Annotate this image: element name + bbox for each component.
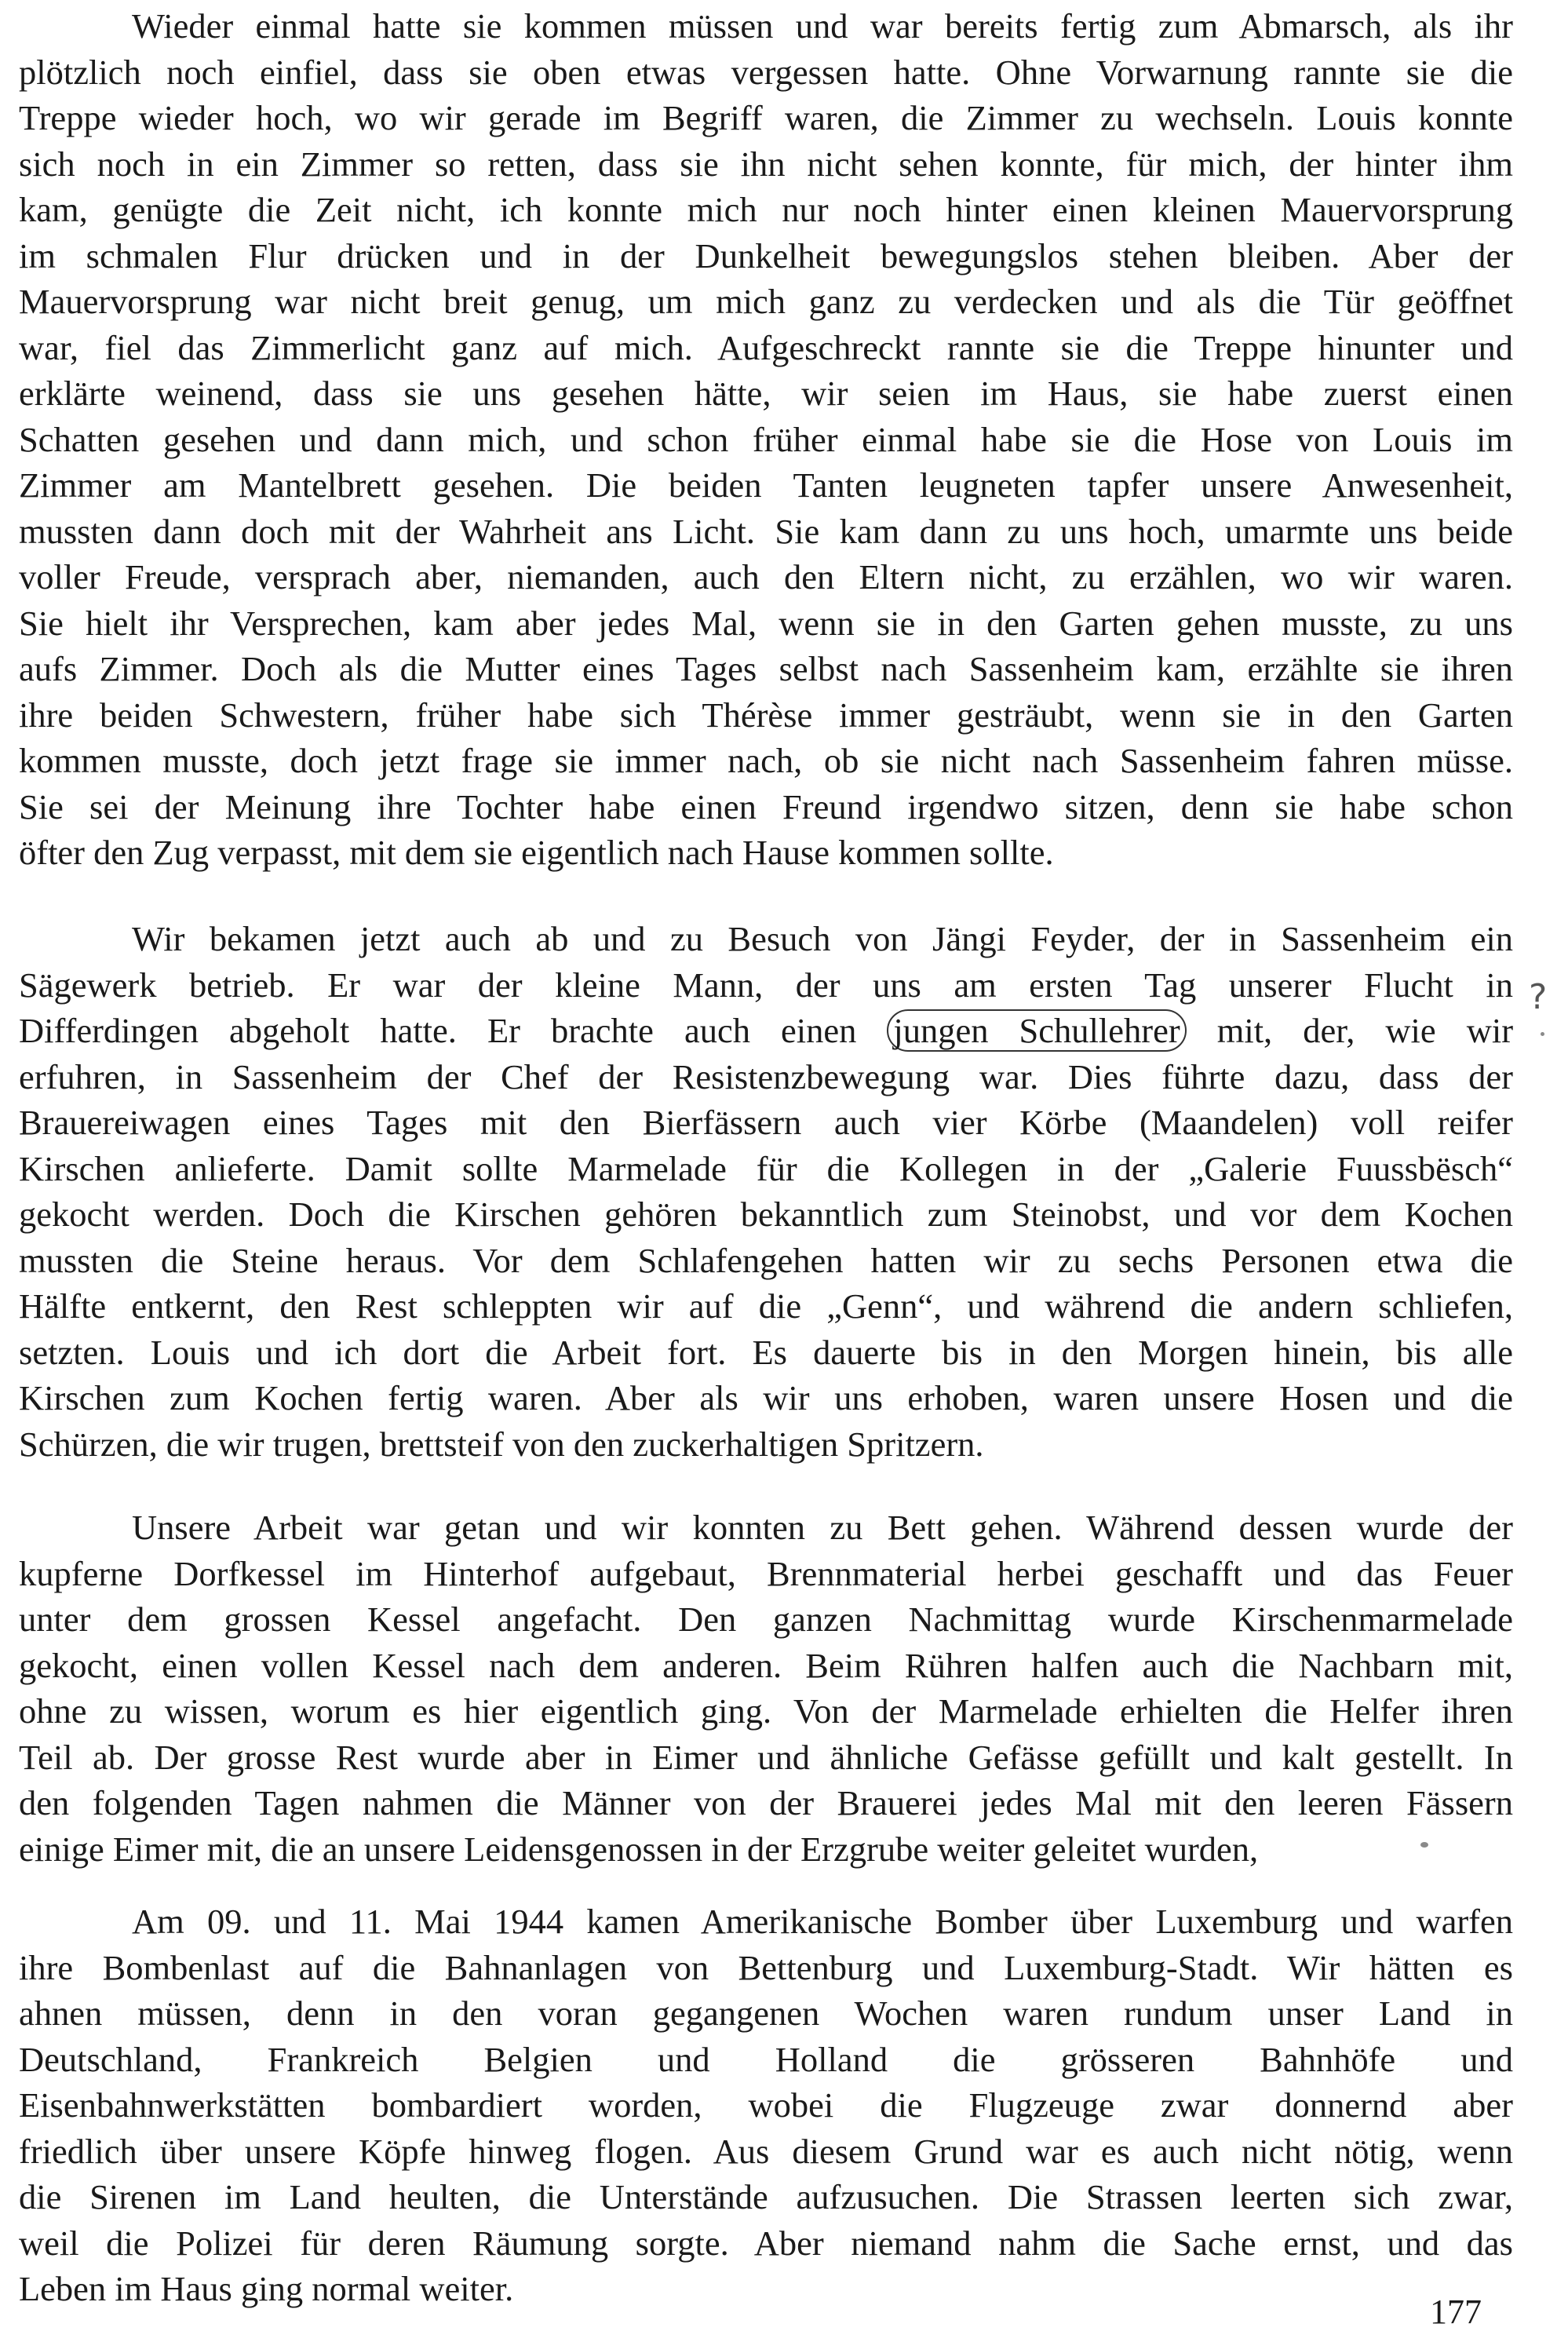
text-line: voller Freude, versprach aber, niemanden, auch den Eltern nicht, zu erzählen, wo wir waren.: [19, 557, 1513, 596]
text-line: Schatten gesehen und dann mich, und schon früher einmal habe sie die Hose von Louis im: [19, 419, 1513, 459]
handwritten-margin-mark: ?: [1529, 977, 1548, 1017]
text-line: weil die Polizei für deren Räumung sorgte. Aber niemand nahm die Sache ernst, und das: [19, 2223, 1513, 2263]
text-line: gekocht werden. Doch die Kirschen gehören bekanntlich zum Steinobst, und vor dem Kochen: [19, 1195, 1513, 1234]
scan-speck: [1420, 1842, 1428, 1848]
text-line: Zimmer am Mantelbrett gesehen. Die beiden Tanten leugneten tapfer unsere Anwesenheit,: [19, 465, 1513, 505]
text-line: war, fiel das Zimmerlicht ganz auf mich. Aufgeschreckt rannte sie die Treppe hinunter und: [19, 327, 1513, 367]
text-line: den folgenden Tagen nahmen die Männer von der Brauerei jedes Mal mit den leeren Fässern: [19, 1783, 1513, 1822]
text-line: aufs Zimmer. Doch als die Mutter eines Tages selbst nach Sassenheim kam, erzählte sie ihren: [19, 649, 1513, 688]
text-line: mussten dann doch mit der Wahrheit ans Licht. Sie kam dann zu uns hoch, umarmte uns beide: [19, 511, 1513, 551]
text-line: Wieder einmal hatte sie kommen müssen und war bereits fertig zum Abmarsch, als ihr: [132, 6, 1513, 46]
text-line: sich noch in ein Zimmer so retten, dass sie ihn nicht sehen konnte, für mich, der hinter ihm: [19, 144, 1513, 184]
text-line: gekocht, einen vollen Kessel nach dem anderen. Beim Rühren halfen auch die Nachbarn mit,: [19, 1645, 1513, 1685]
text-line: erfuhren, in Sassenheim der Chef der Resistenzbewegung war. Dies führte dazu, dass der: [19, 1056, 1513, 1096]
text-line: Sie sei der Meinung ihre Tochter habe einen Freund irgendwo sitzen, denn sie habe schon: [19, 786, 1513, 826]
text-line: im schmalen Flur drücken und in der Dunkelheit bewegungslos stehen bleiben. Aber der: [19, 235, 1513, 275]
text-line: Am 09. und 11. Mai 1944 kamen Amerikanische Bomber über Luxemburg und warfen: [132, 1902, 1513, 1941]
text-line: kam, genügte die Zeit nicht, ich konnte mich nur noch hinter einen kleinen Mauervorsprung: [19, 190, 1513, 229]
text-line: mussten die Steine heraus. Vor dem Schlafengehen hatten wir zu sechs Personen etwa die: [19, 1240, 1513, 1280]
text-line: setzten. Louis und ich dort die Arbeit fort. Es dauerte bis in den Morgen hinein, bis alle: [19, 1332, 1513, 1372]
text-line: ihre beiden Schwestern, früher habe sich Thérèse immer gesträubt, wenn sie in den Garten: [19, 695, 1513, 735]
text-line: friedlich über unsere Köpfe hinweg flogen. Aus diesem Grund war es auch nicht nötig, wenn: [19, 2131, 1513, 2171]
text-line: Treppe wieder hoch, wo wir gerade im Begriff waren, die Zimmer zu wechseln. Louis konnte: [19, 98, 1513, 137]
text-line: Kirschen anlieferte. Damit sollte Marmelade für die Kollegen in der „Galerie Fuussbësch“: [19, 1148, 1513, 1188]
text-line: unter dem grossen Kessel angefacht. Den ganzen Nachmittag wurde Kirschenmarmelade: [19, 1600, 1513, 1639]
text-line: Teil ab. Der grosse Rest wurde aber in Eimer und ähnliche Gefässe gefüllt und kalt gestellt. In: [19, 1737, 1513, 1777]
text-before-circle: Differdingen abgeholt hatte. Er brachte auch einen: [19, 1011, 857, 1050]
text-line: einige Eimer mit, die an unsere Leidensgenossen in der Erzgrube weiter geleitet wurden,: [19, 1829, 1259, 1869]
text-line: erklärte weinend, dass sie uns gesehen hätte, wir seien im Haus, sie habe zuerst einen: [19, 374, 1513, 413]
text-line: ohne zu wissen, worum es hier eigentlich ging. Von der Marmelade erhielten die Helfer ihren: [19, 1691, 1513, 1731]
text-line: Eisenbahnwerkstätten bombardiert worden, wobei die Flugzeuge zwar donnernd aber: [19, 2085, 1513, 2125]
text-line: Kirschen zum Kochen fertig waren. Aber als wir uns erhoben, waren unsere Hosen und die: [19, 1378, 1513, 1417]
scan-speck: [1541, 1032, 1544, 1036]
text-line: kommen musste, doch jetzt frage sie immer nach, ob sie nicht nach Sassenheim fahren müsse.: [19, 741, 1513, 780]
text-line: Wir bekamen jetzt auch ab und zu Besuch von Jängi Feyder, der in Sassenheim ein: [132, 919, 1513, 958]
text-line: Leben im Haus ging normal weiter.: [19, 2269, 514, 2308]
text-line: Mauervorsprung war nicht breit genug, um mich ganz zu verdecken und als die Tür geöffnet: [19, 282, 1513, 321]
paragraph-4: [19, 1899, 1513, 2312]
text-line: Deutschland, Frankreich Belgien und Holland die grösseren Bahnhöfe und: [19, 2039, 1513, 2079]
text-line: ahnen müssen, denn in den voran gegangenen Wochen waren rundum unser Land in: [19, 1994, 1513, 2033]
text-line: öfter den Zug verpasst, mit dem sie eigentlich nach Hause kommen sollte.: [19, 833, 1054, 872]
text-line: Schürzen, die wir trugen, brettsteif von den zuckerhaltigen Spritzern.: [19, 1424, 984, 1464]
text-line: Unsere Arbeit war getan und wir konnten zu Bett gehen. Während dessen wurde der: [132, 1508, 1513, 1547]
text-line: die Sirenen im Land heulten, die Unterstände aufzusuchen. Die Strassen leerten sich zwar,: [19, 2177, 1513, 2216]
paragraph-3: [19, 1505, 1513, 1872]
paragraph-2: [19, 916, 1513, 1467]
text-after-circle: mit, der, wie wir: [1216, 1011, 1514, 1050]
text-line: Brauereiwagen eines Tages mit den Bierfässern auch vier Körbe (Maandelen) voll reifer: [19, 1103, 1513, 1142]
text-line: Hälfte entkernt, den Rest schleppten wir auf die „Genn“, und während die andern schliefen,: [19, 1286, 1513, 1326]
page-number: 177: [1430, 2293, 1482, 2331]
paragraph-1: [19, 3, 1513, 876]
circled-annotation: jungen Schullehrer: [887, 1009, 1186, 1052]
text-line-circled: [19, 1008, 1513, 1054]
text-line: plötzlich noch einfiel, dass sie oben etwas vergessen hatte. Ohne Vorwarnung rannte sie die: [19, 52, 1513, 92]
text-line: ihre Bombenlast auf die Bahnanlagen von Bettenburg und Luxemburg-Stadt. Wir hätten es: [19, 1947, 1513, 1987]
text-line: Sie hielt ihr Versprechen, kam aber jedes Mal, wenn sie in den Garten gehen musste, zu uns: [19, 603, 1513, 643]
text-line: kupferne Dorfkessel im Hinterhof aufgebaut, Brennmaterial herbei geschafft und das Feuer: [19, 1553, 1513, 1593]
text-line: Sägewerk betrieb. Er war der kleine Mann, der uns am ersten Tag unserer Flucht in: [19, 965, 1513, 1005]
